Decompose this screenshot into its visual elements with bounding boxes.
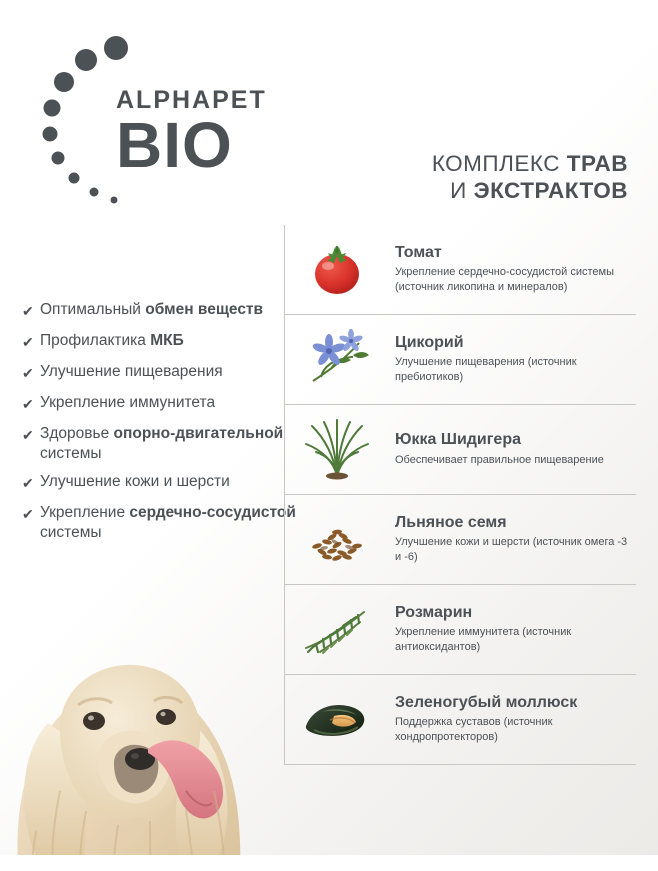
ingredient-text [389,604,636,655]
ingredient-description: Улучшение кожи и шерсти (источник омега -3 и -6) [395,536,628,564]
ingredient-text [389,431,636,467]
brand-name-bottom: BIO [116,109,233,181]
benefit-item [22,472,312,494]
benefit-text: Здоровье опорно-двигательной системы [40,425,284,462]
benefit-text: Укрепление иммунитета [40,394,216,411]
yucca-plant-icon [285,413,389,485]
flax-seeds-icon [285,503,389,575]
ingredient-text [389,244,636,295]
ingredient-row [285,405,636,495]
ingredient-text [389,514,636,565]
check-mark-icon: ✔ [22,334,34,350]
ingredient-name: Цикорий [395,334,464,352]
chicory-flower-icon [285,323,389,395]
benefit-item [22,393,312,415]
ingredient-description: Обеспечивает правильное пищеварение [395,453,604,466]
ingredient-row [285,675,636,765]
rosemary-sprig-icon [285,593,389,665]
footer-bar [0,855,658,871]
brand-logo [38,30,298,220]
ingredient-name: Юкка Шидигера [395,431,521,449]
benefit-text: Профилактика МКБ [40,332,184,349]
ingredient-row [285,315,636,405]
check-mark-icon: ✔ [22,303,34,319]
benefit-item [22,362,312,384]
ingredient-description: Поддержка суставов (источник хондропротекторов) [395,716,553,744]
ingredient-name: Зеленогубый моллюск [395,694,578,712]
tomato-icon [285,233,389,305]
ingredient-name: Томат [395,244,442,262]
benefit-text: Укрепление сердечно-сосудистой системы [40,504,296,542]
benefit-text: Улучшение пищеварения [40,363,223,380]
check-mark-icon: ✔ [22,427,34,443]
ingredient-row [285,585,636,675]
ingredient-name: Льняное семя [395,514,507,532]
ingredient-row [285,495,636,585]
benefit-item [22,424,312,463]
benefit-item [22,331,312,353]
check-mark-icon: ✔ [22,365,34,381]
ingredient-description: Укрепление иммунитета (источник антиоксидантов) [395,626,572,654]
green-lipped-mussel-icon [285,683,389,755]
ingredient-description: Укрепление сердечно-сосудистой системы (источник ликопина и минералов) [395,266,614,294]
benefit-item [22,300,312,322]
benefit-text: Оптимальный обмен веществ [40,301,264,318]
benefit-text: Улучшение кожи и шерсти [40,473,230,491]
benefits-list [22,300,312,552]
herbs-panel [284,150,636,765]
ingredient-text [389,334,636,385]
check-mark-icon: ✔ [22,475,34,492]
brand-wordmark [116,86,267,181]
ingredient-name: Розмарин [395,604,473,622]
ingredient-text [389,694,636,745]
ingredient-description: Улучшение пищеварения (источник пребиотиков) [395,356,577,384]
check-mark-icon: ✔ [22,396,34,412]
benefit-item [22,503,312,542]
brand-name-top: ALPHAPET [116,86,267,114]
check-mark-icon: ✔ [22,506,34,523]
panel-title: КОМПЛЕКС ТРАВ И ЭКСТРАКТОВ [431,151,628,204]
ingredients-list [284,225,636,765]
ingredient-row [285,225,636,315]
